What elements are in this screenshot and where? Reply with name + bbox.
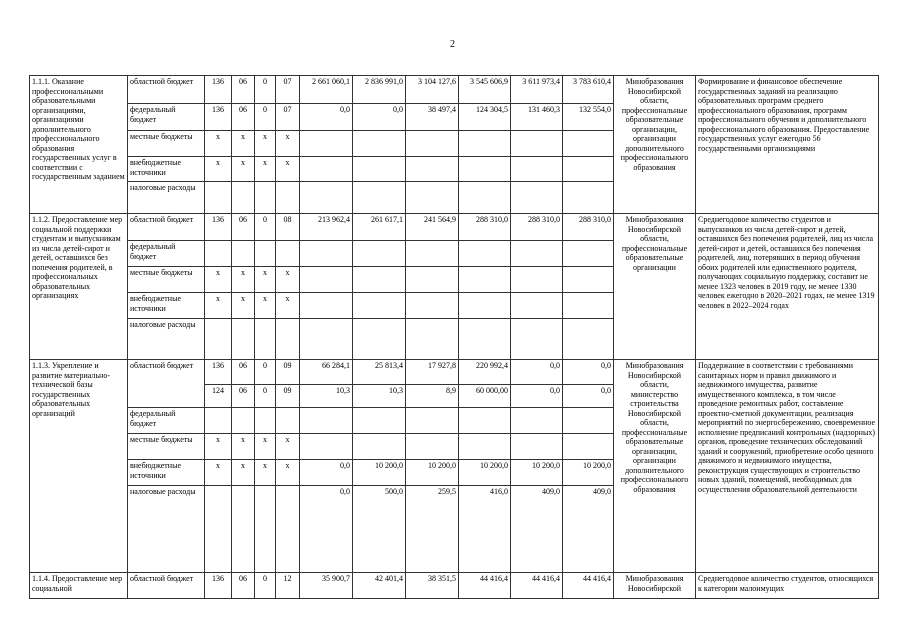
- value-cell: [563, 434, 614, 460]
- code-cell: [276, 408, 300, 434]
- value-cell: 38 351,5: [406, 573, 459, 599]
- value-cell: 10 200,0: [353, 460, 406, 486]
- measure-name: 1.1.3. Укрепление и развитие материально-технической базы государственных образовательных организаций: [30, 360, 128, 573]
- value-cell: 220 992,4: [459, 360, 511, 385]
- code-cell: х: [276, 157, 300, 182]
- code-cell: х: [276, 460, 300, 486]
- value-cell: [406, 293, 459, 319]
- value-cell: [459, 267, 511, 293]
- code-cell: [255, 241, 276, 267]
- code-cell: х: [232, 434, 255, 460]
- code-cell: 136: [205, 360, 232, 385]
- value-cell: [511, 131, 563, 157]
- value-cell: [511, 434, 563, 460]
- code-cell: х: [205, 157, 232, 182]
- value-cell: [353, 157, 406, 182]
- value-cell: [459, 157, 511, 182]
- value-cell: 124 304,5: [459, 104, 511, 131]
- code-cell: [255, 486, 276, 573]
- value-cell: 60 000,00: [459, 385, 511, 408]
- value-cell: 38 497,4: [406, 104, 459, 131]
- value-cell: [406, 157, 459, 182]
- value-cell: [353, 408, 406, 434]
- funding-source: налоговые расходы: [128, 182, 205, 214]
- value-cell: 416,0: [459, 486, 511, 573]
- code-cell: [232, 486, 255, 573]
- code-cell: 06: [232, 385, 255, 408]
- value-cell: [353, 319, 406, 360]
- value-cell: [563, 182, 614, 214]
- code-cell: 09: [276, 385, 300, 408]
- code-cell: [276, 319, 300, 360]
- value-cell: [406, 182, 459, 214]
- code-cell: [205, 182, 232, 214]
- value-cell: [563, 267, 614, 293]
- value-cell: [300, 182, 353, 214]
- code-cell: х: [232, 267, 255, 293]
- funding-source: местные бюджеты: [128, 267, 205, 293]
- value-cell: 131 460,3: [511, 104, 563, 131]
- value-cell: [300, 434, 353, 460]
- code-cell: 0: [255, 76, 276, 104]
- value-cell: 44 416,4: [563, 573, 614, 599]
- code-cell: 136: [205, 214, 232, 241]
- value-cell: 44 416,4: [459, 573, 511, 599]
- funding-source: налоговые расходы: [128, 319, 205, 360]
- value-cell: 8,9: [406, 385, 459, 408]
- value-cell: 25 813,4: [353, 360, 406, 385]
- value-cell: [406, 434, 459, 460]
- code-cell: х: [232, 293, 255, 319]
- value-cell: [511, 408, 563, 434]
- code-cell: [205, 241, 232, 267]
- value-cell: 288 310,0: [511, 214, 563, 241]
- code-cell: х: [255, 460, 276, 486]
- value-cell: [563, 319, 614, 360]
- code-cell: 06: [232, 214, 255, 241]
- funding-source: налоговые расходы: [128, 486, 205, 573]
- code-cell: 06: [232, 360, 255, 385]
- value-cell: [459, 319, 511, 360]
- code-cell: 07: [276, 76, 300, 104]
- expected-result-cell: Формирование и финансовое обеспечение государственных заданий на реализацию образовательных программ среднего профессионального образования, программ профессионального обучения и дополнительного профессионального образования. Предоставление государственных услуг ежегодно 56 государственными организациями: [696, 76, 879, 214]
- value-cell: 42 401,4: [353, 573, 406, 599]
- code-cell: 0: [255, 573, 276, 599]
- code-cell: х: [255, 267, 276, 293]
- value-cell: 259,5: [406, 486, 459, 573]
- code-cell: х: [232, 460, 255, 486]
- code-cell: 06: [232, 573, 255, 599]
- value-cell: [563, 293, 614, 319]
- code-cell: [205, 408, 232, 434]
- value-cell: 0,0: [300, 104, 353, 131]
- value-cell: 10,3: [353, 385, 406, 408]
- code-cell: [276, 486, 300, 573]
- code-cell: [255, 319, 276, 360]
- value-cell: 0,0: [300, 486, 353, 573]
- value-cell: [300, 241, 353, 267]
- value-cell: [353, 293, 406, 319]
- expected-result-cell: Среднегодовое количество студентов и выпускников из числа детей-сирот и детей, оставшихся без попечения родителей, лиц из числа детей-сирот и детей, оставшихся без попечения родителей, лиц, потерявших в период обучения обоих родителей или единственного родителя, получающих социальную поддержку, составит не менее 1323 человек в 2019 году, не менее 1330 человек ежегодно в 2020–2021 годах, не менее 1319 человек в 2022–2024 годах: [696, 214, 879, 360]
- value-cell: 0,0: [300, 460, 353, 486]
- value-cell: 288 310,0: [459, 214, 511, 241]
- code-cell: [205, 486, 232, 573]
- value-cell: 261 617,1: [353, 214, 406, 241]
- code-cell: [255, 408, 276, 434]
- code-cell: 12: [276, 573, 300, 599]
- value-cell: [563, 131, 614, 157]
- value-cell: 10 200,0: [563, 460, 614, 486]
- value-cell: 66 284,1: [300, 360, 353, 385]
- code-cell: 0: [255, 214, 276, 241]
- table-row: [30, 76, 879, 104]
- value-cell: [511, 241, 563, 267]
- value-cell: 10 200,0: [406, 460, 459, 486]
- funding-source: областной бюджет: [128, 214, 205, 241]
- code-cell: х: [205, 293, 232, 319]
- value-cell: [406, 241, 459, 267]
- code-cell: 07: [276, 104, 300, 131]
- value-cell: [300, 293, 353, 319]
- value-cell: 0,0: [511, 360, 563, 385]
- funding-source: внебюджетные источники: [128, 157, 205, 182]
- value-cell: [353, 434, 406, 460]
- value-cell: 17 927,8: [406, 360, 459, 385]
- executor-cell: Минобразования Новосибирской области, профессиональные образовательные организации: [614, 214, 696, 360]
- table-row: [30, 573, 879, 599]
- value-cell: 2 661 060,1: [300, 76, 353, 104]
- code-cell: [232, 408, 255, 434]
- value-cell: [563, 408, 614, 434]
- value-cell: [406, 408, 459, 434]
- code-cell: х: [276, 293, 300, 319]
- value-cell: [459, 131, 511, 157]
- value-cell: [406, 131, 459, 157]
- funding-source: внебюджетные источники: [128, 293, 205, 319]
- value-cell: [300, 267, 353, 293]
- value-cell: 241 564,9: [406, 214, 459, 241]
- value-cell: 288 310,0: [563, 214, 614, 241]
- value-cell: 409,0: [563, 486, 614, 573]
- value-cell: [459, 434, 511, 460]
- code-cell: х: [255, 293, 276, 319]
- code-cell: х: [205, 460, 232, 486]
- code-cell: х: [255, 157, 276, 182]
- code-cell: х: [205, 131, 232, 157]
- code-cell: 124: [205, 385, 232, 408]
- funding-source: федеральный бюджет: [128, 104, 205, 131]
- value-cell: 0,0: [353, 104, 406, 131]
- value-cell: 10,3: [300, 385, 353, 408]
- value-cell: 0,0: [511, 385, 563, 408]
- code-cell: х: [255, 434, 276, 460]
- program-measures-table: [29, 75, 879, 599]
- table-body: [30, 76, 879, 599]
- value-cell: 2 836 991,0: [353, 76, 406, 104]
- funding-source: местные бюджеты: [128, 434, 205, 460]
- value-cell: [406, 319, 459, 360]
- value-cell: 44 416,4: [511, 573, 563, 599]
- code-cell: х: [255, 131, 276, 157]
- value-cell: 132 554,0: [563, 104, 614, 131]
- value-cell: [459, 182, 511, 214]
- value-cell: 3 611 973,4: [511, 76, 563, 104]
- value-cell: [353, 241, 406, 267]
- funding-source: внебюджетные источники: [128, 460, 205, 486]
- value-cell: 3 104 127,6: [406, 76, 459, 104]
- value-cell: 500,0: [353, 486, 406, 573]
- value-cell: [511, 182, 563, 214]
- value-cell: [511, 157, 563, 182]
- funding-source: федеральный бюджет: [128, 408, 205, 434]
- code-cell: 06: [232, 76, 255, 104]
- code-cell: х: [205, 267, 232, 293]
- value-cell: [300, 131, 353, 157]
- expected-result-cell: Поддержание в соответствии с требованиями санитарных норм и правил движимого и недвижимого имущества, развитие имущественного комплекса, в том числе проведение ремонтных работ, составление проектно-сметной документации, реализация мероприятий по энергосбережению, своевременное исполнение предписаний контрольных (надзорных) органов, проведение технических обследований зданий и сооружений, приобретение особо ценного движимого и недвижимого имущества, реконструкция существующих и строительство новых зданий, помещений, необходимых для осуществления образовательной деятельности: [696, 360, 879, 573]
- code-cell: 0: [255, 104, 276, 131]
- code-cell: х: [232, 131, 255, 157]
- value-cell: 0,0: [563, 385, 614, 408]
- value-cell: 35 900,7: [300, 573, 353, 599]
- code-cell: 09: [276, 360, 300, 385]
- measure-name: 1.1.4. Предоставление мер социальной: [30, 573, 128, 599]
- funding-source: областной бюджет: [128, 360, 205, 408]
- measure-name: 1.1.2. Предоставление мер социальной поддержки студентам и выпускникам из числа детей-сирот и детей, оставшихся без попечения родителей, в профессиональных образовательных организациях: [30, 214, 128, 360]
- measure-name: 1.1.1. Оказание профессиональными образовательными организациями, организациями дополнительного профессионального образования государственных услуг в соответствии с государственным заданием: [30, 76, 128, 214]
- value-cell: [563, 241, 614, 267]
- code-cell: [232, 182, 255, 214]
- code-cell: [205, 319, 232, 360]
- value-cell: 213 962,4: [300, 214, 353, 241]
- value-cell: [563, 157, 614, 182]
- code-cell: 136: [205, 76, 232, 104]
- code-cell: [255, 182, 276, 214]
- code-cell: [276, 241, 300, 267]
- code-cell: х: [276, 267, 300, 293]
- funding-source: областной бюджет: [128, 573, 205, 599]
- code-cell: 08: [276, 214, 300, 241]
- value-cell: [459, 408, 511, 434]
- code-cell: х: [205, 434, 232, 460]
- funding-source: местные бюджеты: [128, 131, 205, 157]
- code-cell: 136: [205, 104, 232, 131]
- value-cell: [353, 182, 406, 214]
- value-cell: [300, 319, 353, 360]
- value-cell: [353, 267, 406, 293]
- code-cell: [232, 241, 255, 267]
- executor-cell: Минобразования Новосибирской: [614, 573, 696, 599]
- value-cell: [406, 267, 459, 293]
- value-cell: [511, 267, 563, 293]
- table-row: [30, 360, 879, 385]
- code-cell: 0: [255, 360, 276, 385]
- value-cell: 409,0: [511, 486, 563, 573]
- funding-source: федеральный бюджет: [128, 241, 205, 267]
- expected-result-cell: Среднегодовое количество студентов, относящихся к категории малоимущих: [696, 573, 879, 599]
- executor-cell: Минобразования Новосибирской области, профессиональные образовательные организации, организации дополнительного профессионального образования: [614, 76, 696, 214]
- value-cell: 10 200,0: [459, 460, 511, 486]
- code-cell: 06: [232, 104, 255, 131]
- code-cell: [276, 182, 300, 214]
- executor-cell: Минобразования Новосибирской области, министерство строительства Новосибирской области, профессиональные образовательные организации, организации дополнительного профессионального образования: [614, 360, 696, 573]
- page-number: 2: [450, 39, 455, 50]
- value-cell: [459, 241, 511, 267]
- funding-source: областной бюджет: [128, 76, 205, 104]
- value-cell: [511, 319, 563, 360]
- value-cell: 3 545 606,9: [459, 76, 511, 104]
- code-cell: 136: [205, 573, 232, 599]
- code-cell: х: [232, 157, 255, 182]
- code-cell: 0: [255, 385, 276, 408]
- value-cell: [459, 293, 511, 319]
- value-cell: 10 200,0: [511, 460, 563, 486]
- value-cell: 3 783 610,4: [563, 76, 614, 104]
- value-cell: 0,0: [563, 360, 614, 385]
- value-cell: [300, 157, 353, 182]
- value-cell: [300, 408, 353, 434]
- code-cell: х: [276, 434, 300, 460]
- value-cell: [353, 131, 406, 157]
- code-cell: [232, 319, 255, 360]
- table-row: [30, 214, 879, 241]
- code-cell: х: [276, 131, 300, 157]
- value-cell: [511, 293, 563, 319]
